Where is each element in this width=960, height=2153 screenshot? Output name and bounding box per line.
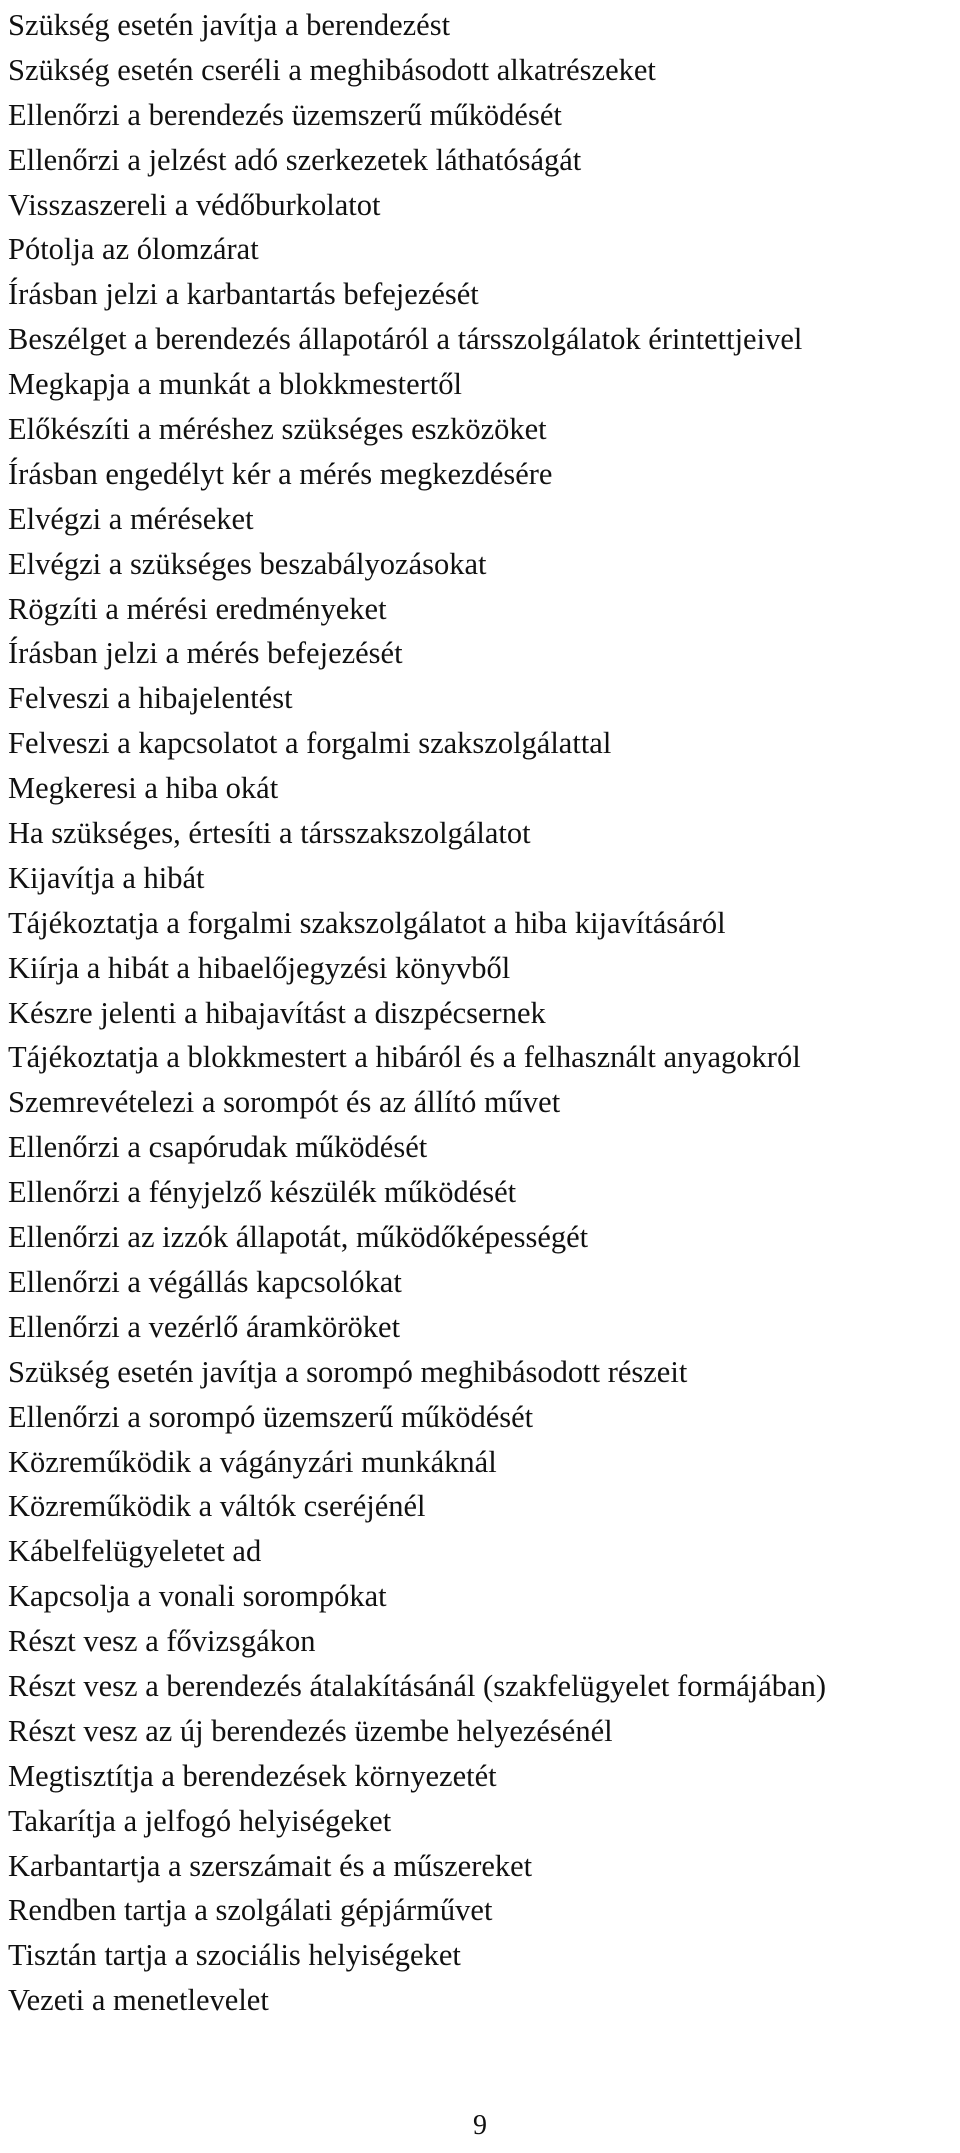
task-item: Szükség esetén javítja a berendezést [8, 8, 451, 42]
task-item: Takarítja a jelfogó helyiségeket [8, 1803, 392, 1838]
task-list [8, 3, 826, 2023]
task-item: Megkapja a munkát a blokkmestertől [8, 367, 462, 402]
task-item: Tisztán tartja a szociális helyiségeket [8, 1938, 461, 1973]
task-item: Részt vesz a berendezés átalakításánál (szakfelügyelet formájában) [8, 1668, 826, 1703]
task-item: Írásban engedélyt kér a mérés megkezdésére [8, 456, 553, 491]
task-item: Ha szükséges, értesíti a társszakszolgálatot [8, 816, 531, 851]
task-item: Ellenőrzi a berendezés üzemszerű működését [8, 97, 562, 132]
task-item: Pótolja az ólomzárat [8, 232, 259, 267]
task-item: Kapcsolja a vonali sorompókat [8, 1579, 387, 1614]
task-item: Karbantartja a szerszámait és a műszereket [8, 1848, 533, 1883]
task-item: Elvégzi a méréseket [8, 501, 254, 536]
task-item: Részt vesz az új berendezés üzembe helyezésénél [8, 1713, 613, 1748]
task-item: Ellenőrzi a vezérlő áramköröket [8, 1309, 401, 1344]
task-item: Közreműködik a vágányzári munkáknál [8, 1444, 497, 1479]
task-item: Felveszi a kapcsolatot a forgalmi szakszolgálattal [8, 726, 612, 761]
page-number: 9 [473, 2110, 487, 2141]
task-item: Közreműködik a váltók cseréjénél [8, 1489, 426, 1524]
task-item: Részt vesz a fővizsgákon [8, 1624, 316, 1659]
task-item: Megkeresi a hiba okát [8, 771, 279, 806]
task-item: Írásban jelzi a karbantartás befejezését [8, 277, 479, 312]
task-item: Visszaszereli a védőburkolatot [8, 187, 381, 222]
task-item: Készre jelenti a hibajavítást a diszpécsernek [8, 995, 546, 1030]
task-item: Vezeti a menetlevelet [8, 1983, 269, 2018]
task-item: Felveszi a hibajelentést [8, 681, 293, 716]
task-item: Tájékoztatja a forgalmi szakszolgálatot a hiba kijavításáról [8, 905, 726, 940]
task-item: Szemrevételezi a sorompót és az állító művet [8, 1085, 561, 1120]
task-item: Ellenőrzi a jelzést adó szerkezetek láthatóságát [8, 142, 582, 177]
task-item: Rendben tartja a szolgálati gépjárművet [8, 1893, 493, 1928]
task-item: Ellenőrzi a végállás kapcsolókat [8, 1264, 402, 1299]
task-item: Kiírja a hibát a hibaelőjegyzési könyvből [8, 950, 511, 985]
task-item: Előkészíti a méréshez szükséges eszközöket [8, 412, 547, 447]
task-item: Tájékoztatja a blokkmestert a hibáról és a felhasznált anyagokról [8, 1040, 801, 1075]
task-item: Kijavítja a hibát [8, 860, 205, 895]
task-item: Kábelfelügyeletet ad [8, 1534, 262, 1569]
task-item: Elvégzi a szükséges beszabályozásokat [8, 546, 487, 581]
task-item: Írásban jelzi a mérés befejezését [8, 636, 403, 671]
task-item: Ellenőrzi az izzók állapotát, működőképességét [8, 1220, 589, 1255]
task-item: Megtisztítja a berendezések környezetét [8, 1758, 497, 1793]
task-item: Szükség esetén cseréli a meghibásodott alkatrészeket [8, 52, 656, 87]
task-item: Ellenőrzi a sorompó üzemszerű működését [8, 1399, 534, 1434]
task-item: Ellenőrzi a fényjelző készülék működését [8, 1175, 517, 1210]
task-item: Ellenőrzi a csapórudak működését [8, 1130, 428, 1165]
task-item: Beszélget a berendezés állapotáról a társszolgálatok érintettjeivel [8, 322, 803, 357]
task-item: Rögzíti a mérési eredményeket [8, 591, 387, 626]
task-item: Szükség esetén javítja a sorompó meghibásodott részeit [8, 1354, 688, 1389]
